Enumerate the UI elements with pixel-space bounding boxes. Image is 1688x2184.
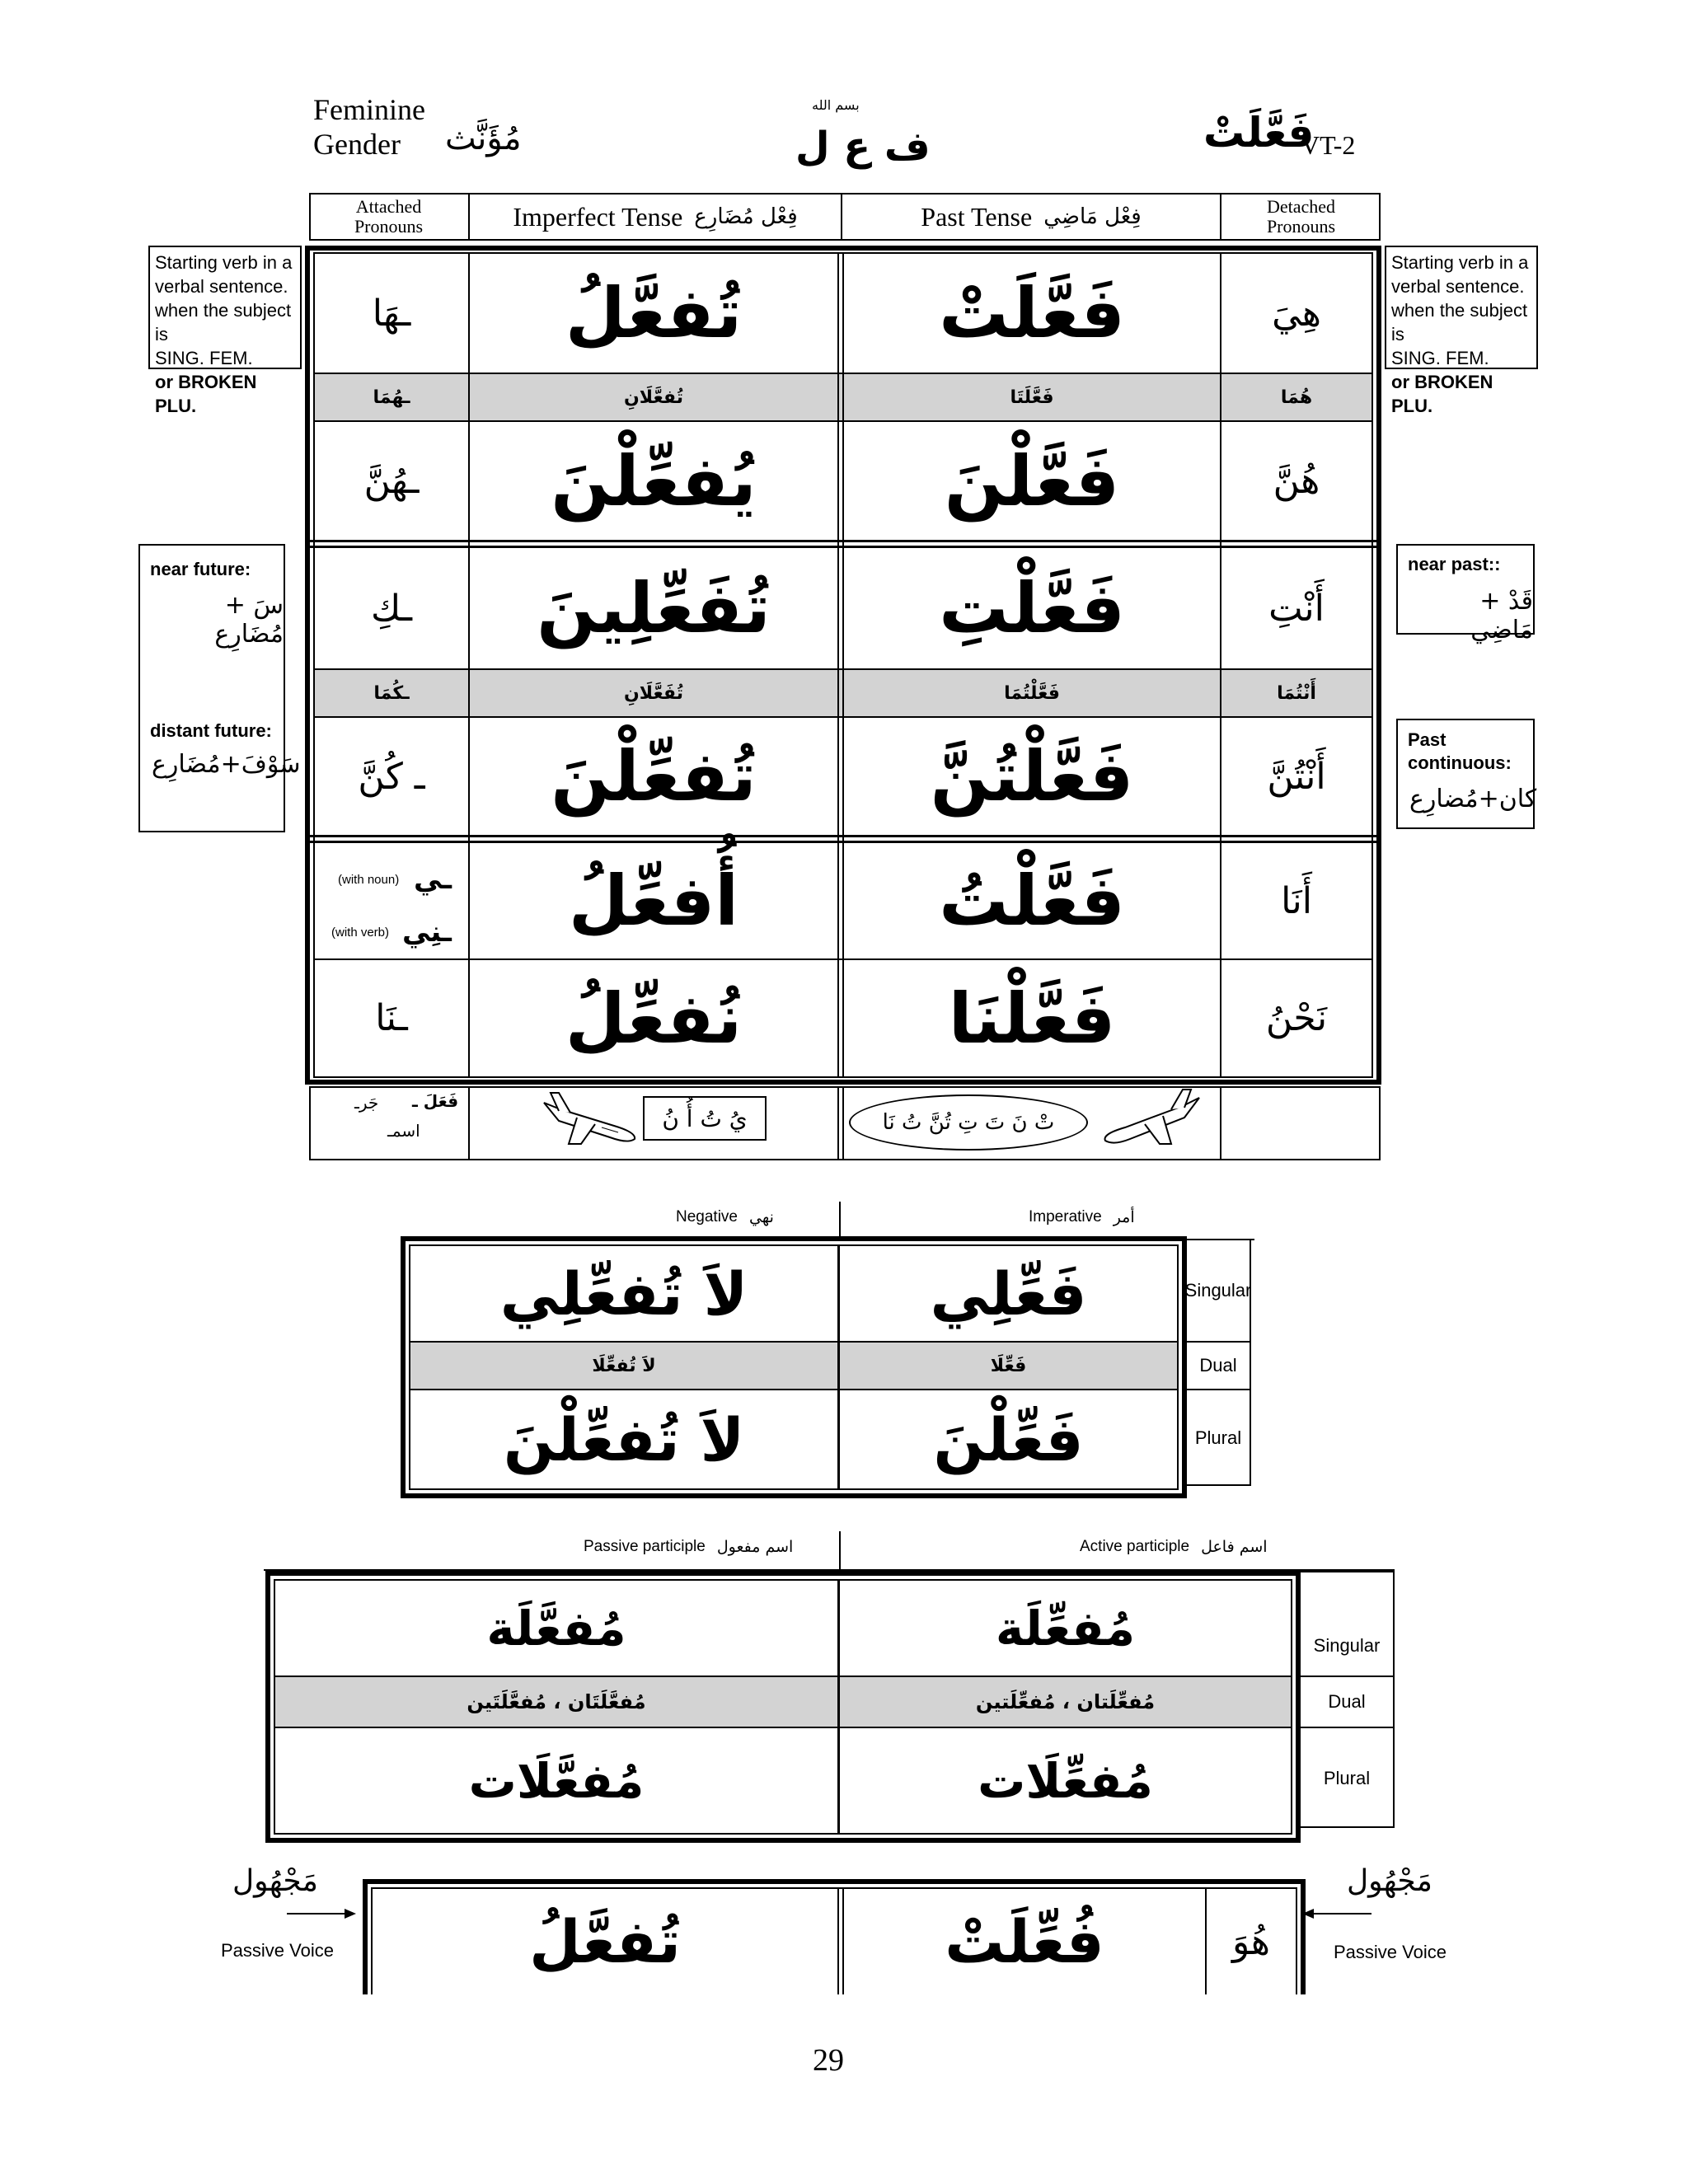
- majhool-right: مَجْهُول: [1347, 1864, 1432, 1898]
- negative-header: [676, 1208, 774, 1226]
- airplane-icon: [1092, 1086, 1207, 1152]
- imperfect-verb: يُفعِّلْنَ: [551, 440, 757, 522]
- passive-participle-ar: اسم مفعول: [716, 1538, 794, 1556]
- attached-pronoun: ـهُمَا: [373, 387, 410, 408]
- imperfect-verb: أُفعِّلُ: [568, 860, 739, 941]
- near-future-ar: سَ + مُضَارِع: [214, 591, 284, 649]
- gender-label-en: [313, 92, 445, 162]
- note-future: [138, 544, 301, 832]
- active-participle-header: [1080, 1538, 1268, 1556]
- detached-pronoun: أَنْتِ: [1268, 587, 1325, 630]
- note-right-subject: Starting verb in a verbal sentence. when the subject is SING. FEM. or BROKEN PLU.: [1385, 246, 1538, 369]
- imperative-en: Imperative: [1029, 1208, 1102, 1226]
- past-en: Past Tense: [921, 201, 1033, 232]
- detached-pronoun: هُمَا: [1280, 387, 1313, 408]
- attached-label-3: اسمـ: [387, 1121, 420, 1141]
- verb-code: VT-2: [1301, 130, 1356, 160]
- near-past-ar: قَدْ + مَاضِي: [1470, 587, 1533, 644]
- detached-pronoun: هِيَ: [1272, 292, 1321, 335]
- negative-singular: لاَ تُفعِّلِي: [499, 1258, 748, 1329]
- attached-label-2: جَرـ: [354, 1093, 379, 1113]
- negative-plural: لاَ تُفعِّلْنَ: [503, 1404, 745, 1474]
- past-verb: فَعَّلْنَا: [948, 977, 1116, 1059]
- distant-future-label: distant future:: [150, 720, 272, 741]
- detached-pronoun: أَنْتُنَّ: [1267, 755, 1326, 798]
- past-verb: فَعَّلْتُنَّ: [930, 736, 1134, 817]
- detached-pronoun: هُنَّ: [1273, 460, 1320, 502]
- majhool-left: مَجْهُول: [232, 1864, 318, 1898]
- imperfect-prefix-box: [643, 1096, 767, 1141]
- imperative-singular: فَعِّلِي: [930, 1258, 1087, 1329]
- passive-participle-en: Passive participle: [584, 1538, 706, 1555]
- passive-voice-label-right: Passive Voice: [1334, 1942, 1447, 1962]
- imperfect-verb: تُفعِّلْنَ: [551, 736, 757, 817]
- root-letters: ف ع ل: [795, 124, 931, 170]
- detached-pronoun: أَنَا: [1281, 879, 1312, 922]
- noun-suffix: ـي: [414, 863, 452, 896]
- detached-pronoun: أَنْتُمَا: [1277, 682, 1316, 704]
- note-near-past: [1396, 544, 1535, 644]
- note-past-continuous: [1396, 719, 1535, 829]
- gender-label-ar: مُؤَنَّث: [445, 120, 522, 157]
- attached-pronoun: ـهُنَّ: [363, 460, 420, 502]
- bismillah: بسم الله: [812, 97, 860, 113]
- imperfect-verb: نُفعِّلُ: [565, 977, 743, 1059]
- passive-imperfect: تُفعَّلُ: [529, 1907, 681, 1976]
- verb-note: (with verb): [331, 926, 390, 940]
- row-label-plural: Plural: [1194, 1427, 1242, 1448]
- col-past-header: [842, 193, 1220, 241]
- imperfect-ar: فِعْل مُضَارِع: [694, 204, 798, 229]
- imperfect-prefixes: يُ تُ أُ نُ: [662, 1104, 748, 1132]
- note-left-subject: Starting verb in a verbal sentence. when the subject is SING. FEM. or BROKEN PLU.: [148, 246, 302, 369]
- near-past-label: near past::: [1408, 554, 1501, 574]
- row-label-singular: Singular: [1184, 1280, 1252, 1301]
- past-verb: فَعَّلَتَا: [1010, 387, 1054, 408]
- airplane-icon: [536, 1086, 643, 1152]
- passive-past: فُعِّلَتْ: [945, 1907, 1104, 1976]
- row-label-dual: Dual: [1199, 1355, 1237, 1376]
- imperative-header: [1029, 1208, 1135, 1226]
- past-suffixes: تْ نَ تَ تِ تُنَّ تُ نَا: [882, 1110, 1055, 1135]
- past-verb: فَعَّلَتْ: [939, 273, 1125, 354]
- detached-pronoun: نَحْنُ: [1265, 997, 1328, 1039]
- participle-label-plural: Plural: [1323, 1767, 1371, 1788]
- near-future-label: near future:: [150, 559, 251, 579]
- attached-pronoun: ـ كُنَّ: [358, 755, 425, 798]
- attached-label-1: فَعَلَ ـ: [412, 1091, 459, 1111]
- attached-pronoun: ـكُمَا: [373, 682, 410, 704]
- active-participle-singular: مُفعِّلَة: [995, 1600, 1136, 1657]
- negative-en: Negative: [676, 1208, 738, 1226]
- verb-suffix: ـنِي: [402, 916, 452, 949]
- attached-pronoun: ـهَا: [372, 292, 411, 335]
- imperative-dual: فَعِّلَا: [990, 1355, 1027, 1376]
- col-imperfect-header: [470, 193, 841, 241]
- active-participle-ar: اسم فاعل: [1201, 1538, 1268, 1556]
- page-number: 29: [813, 2043, 844, 2078]
- passive-participle-dual: مُفعَّلَتَان ، مُفعَّلَتَين: [467, 1690, 646, 1713]
- active-participle-plural: مُفعِّلَات: [978, 1752, 1153, 1809]
- imperative-ar: أمر: [1113, 1208, 1135, 1226]
- attached-pronoun: ـنَا: [375, 997, 408, 1039]
- past-verb: فَعَّلْتُمَا: [1004, 682, 1060, 704]
- col-attached-header: Attached Pronouns: [354, 196, 424, 237]
- imperfect-verb: تُفَعَّلَانِ: [624, 682, 683, 704]
- past-verb: فَعَّلْتِ: [939, 568, 1125, 649]
- active-participle-en: Active participle: [1080, 1538, 1190, 1555]
- imperfect-verb: تُفعَّلَانِ: [624, 387, 683, 408]
- imperfect-verb: تُفَعِّلِينَ: [537, 568, 771, 649]
- arrow-right-icon: [287, 1907, 356, 1920]
- past-verb: فَعَّلْنَ: [944, 440, 1120, 522]
- active-participle-dual: مُفعِّلَتان ، مُفعِّلَتين: [975, 1690, 1156, 1713]
- past-cont-ar: كان+مُضارِع: [1409, 785, 1537, 813]
- imperfect-verb: تُفعَّلُ: [565, 273, 743, 354]
- past-cont-label: Past continuous:: [1408, 729, 1512, 773]
- distant-future-ar: سَوْفَ+مُضَارِع: [152, 750, 301, 779]
- participle-label-dual: Dual: [1328, 1691, 1366, 1712]
- past-ar: فِعْل مَاضِي: [1043, 204, 1142, 229]
- passive-participle-singular: مُفعَّلَة: [486, 1600, 626, 1657]
- past-suffix-ellipse: [849, 1094, 1088, 1151]
- col-detached-header: Detached Pronouns: [1266, 196, 1336, 237]
- past-verb: فَعَّلْتُ: [939, 860, 1125, 941]
- negative-ar: نهي: [749, 1208, 774, 1226]
- noun-note: (with noun): [338, 873, 400, 887]
- passive-participle-header: [584, 1538, 793, 1556]
- participle-label-singular: Singular: [1313, 1634, 1381, 1656]
- imperative-plural: فَعِّلْنَ: [933, 1404, 1084, 1474]
- attached-pronoun: ـكِ: [371, 587, 412, 630]
- imperfect-en: Imperfect Tense: [513, 201, 683, 232]
- attached-pronoun-ana: [315, 843, 468, 958]
- passive-participle-plural: مُفعَّلَات: [468, 1752, 645, 1809]
- gender-en-text: Feminine Gender: [313, 93, 425, 161]
- passive-voice-label-left: Passive Voice: [221, 1940, 334, 1961]
- arrow-left-icon: [1302, 1907, 1372, 1920]
- verb-title: فَعَّلَتْ: [1203, 109, 1315, 157]
- passive-pronoun: هُوَ: [1232, 1920, 1270, 1963]
- negative-dual: لاَ تُفعِّلَا: [592, 1355, 656, 1376]
